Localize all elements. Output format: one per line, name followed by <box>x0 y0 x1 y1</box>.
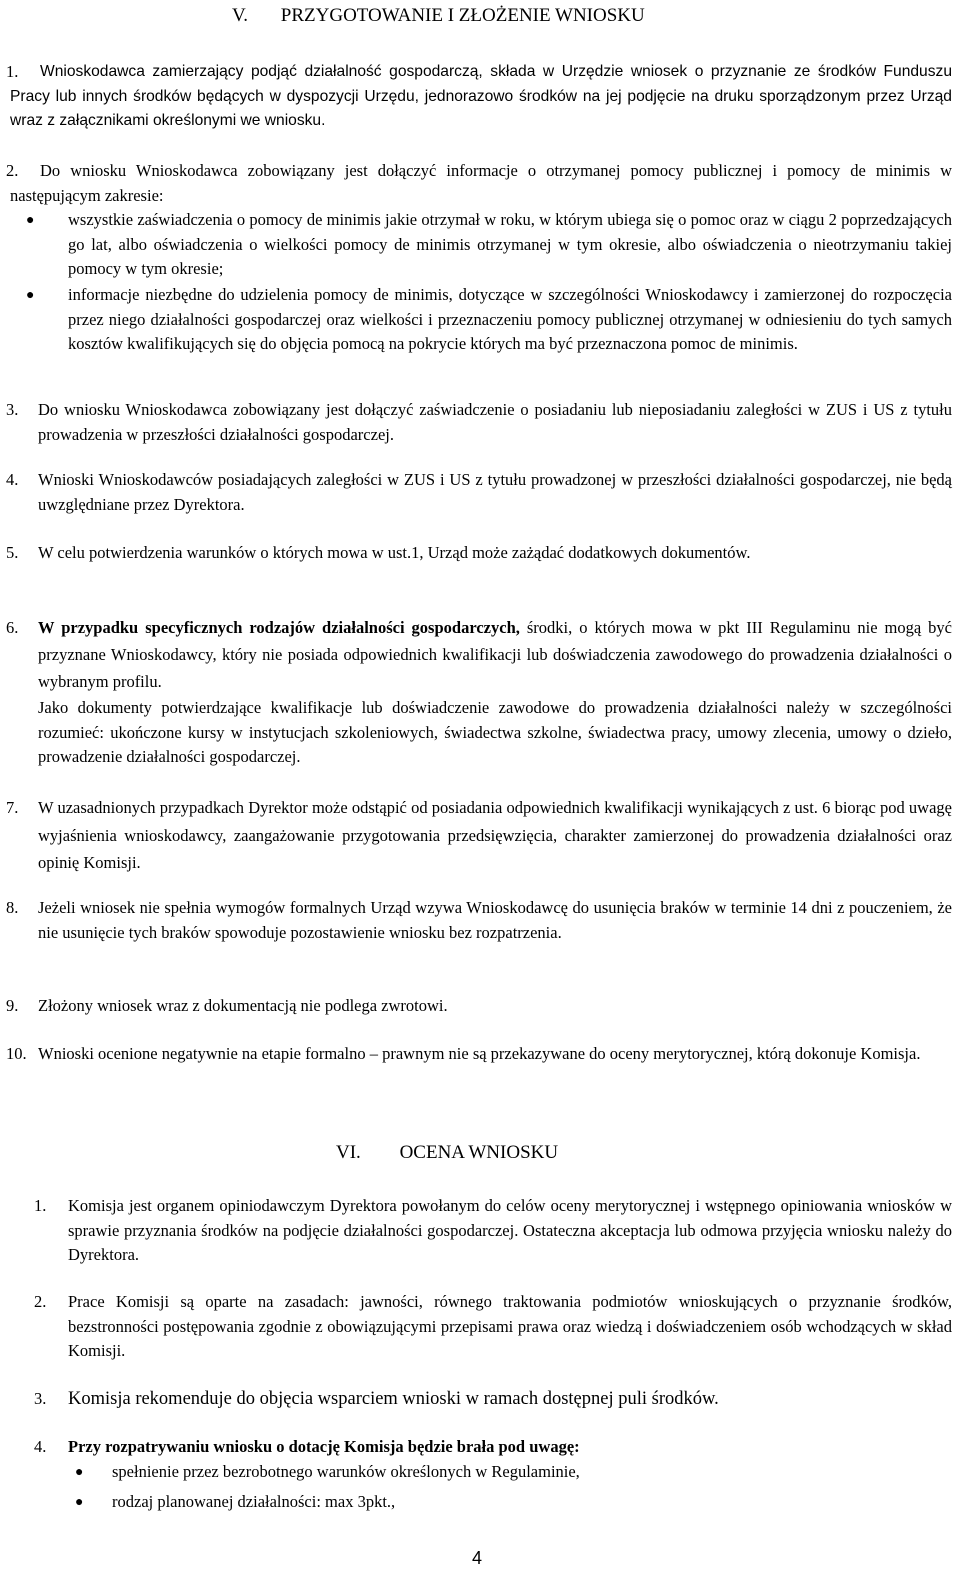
section-vi-title: OCENA WNIOSKU <box>399 1142 559 1163</box>
bullet-icon: ● <box>26 213 35 228</box>
bullet-icon: ● <box>75 1495 84 1510</box>
item-text: Do wniosku Wnioskodawca zobowiązany jest dołączyć informacje o otrzymanej pomocy publicznej i pomocy de minimis w następującym zakresie: <box>10 161 952 205</box>
page-number: 4 <box>472 1548 483 1568</box>
bullet-icon: ● <box>26 288 35 303</box>
section-v-number: V. <box>232 5 249 26</box>
item-text: W celu potwierdzenia warunków o których mowa w ust.1, Urząd może zażądać dodatkowych dokumentów. <box>38 543 751 562</box>
item-text: W uzasadnionych przypadkach Dyrektor może odstąpić od posiadania odpowiednich kwalifikacji wynikających z ust. 6 biorąc pod uwagę wyjaśnienia wnioskodawcy, zaangażowanie przygotowania przedsięwzięcia, charakter zamierzonej do prowadzenia działalności oraz opinię Komisji. <box>38 798 952 872</box>
item-text: Do wniosku Wnioskodawca zobowiązany jest dołączyć zaświadczenie o posiadaniu lub nieposiadaniu zaległości w ZUS i US z tytułu prowadzenia w przeszłości działalności gospodarczej. <box>38 400 952 444</box>
item-text: Jeżeli wniosek nie spełnia wymogów formalnych Urząd wzywa Wnioskodawcę do usunięcia braków w terminie 14 dni z pouczeniem, że nie usunięcie tych braków spowoduje pozostawienie wniosku bez rozpatrzenia. <box>38 898 952 942</box>
item-text: Wnioskodawca zamierzający podjąć działalność gospodarczą, składa w Urzędzie wniosek o przyznanie ze środków Funduszu Pracy lub innych środków będących w dyspozycji Urzędu, jednorazowo środków na jej podjęcie na druku sporządzonym przez Urząd wraz z załącznikami określonymi we wniosku. <box>10 63 952 129</box>
section-v-heading <box>232 4 645 29</box>
document-page: V. PRZYGOTOWANIE I ZŁOŻENIE WNIOSKU 1. Wnioskodawca zamierzający podjąć działalność gospodarczą, składa w Urzędzie wniosek o przyznanie ze środków Funduszu Pracy lub innych środków będących w dyspozycji Urzędu, jednorazowo środków na jej podjęcie na druku sporządzonym przez Urząd wraz z załącznikami określonymi we wniosku. 2. Do wniosku Wnioskodawca zobowiązany jest dołączyć informacje o otrzymanej pomocy publicznej i pomocy de minimis w następującym zakresie: ● wszystkie zaświadczenia o pomocy de minimis jakie otrzymał w roku, w którym ubiega się o pomoc oraz w ciągu 2 poprzedzających go lat, albo oświadczenia o wielkości pomocy de minimis otrzymanej w tym okresie, albo oświadczenia o nieotrzymaniu takiej pomocy w tym okresie; ● informacje niezbędne do udzielenia pomocy de minimis, dotyczące w szczególności Wnioskodawcy i zamierzonej do rozpoczęcia przez niego działalności gospodarczej oraz wielkości i przeznaczeniu pomocy publicznej otrzymanej w odniesieniu do tych samych kosztów kwalifikujących się do objęcia pomocą na pokrycie których ma być przeznaczona pomoc de minimis. 3. Do wniosku Wnioskodawca zobowiązany jest dołączyć zaświadczenie o posiadaniu lub nieposiadaniu zaległości w ZUS i US z tytułu prowadzenia w przeszłości działalności gospodarczej. 4. Wnioski Wnioskodawców posiadających zaległości w ZUS i US z tytułu prowadzonej w przeszłości działalności gospodarczej, nie będą uwzględniane przez Dyrektora. 5. W celu potwierdzenia warunków o których mowa w ust.1, Urząd może zażądać dodatkowych dokumentów. 6. W przypadku specyficznych rodzajów działalności gospodarczych, środki, o których mowa w pkt III Regulaminu nie mogą być przyznane Wnioskodawcy, który nie posiada odpowiednich kwalifikacji lub doświadczenia zawodowego do prowadzenia działalności o wybranym profilu. Jako dokumenty potwierdzające kwalifikacje lub doświadczenie zawodowe do prowadzenia działalności należy w szczególności rozumieć: ukończone kursy w instytucjach szkoleniowych, świadectwa szkolne, świadectwa pracy, umowy zlecenia, umowy o dzieło, prowadzenie działalności gospodarczej. 7. W uzasadnionych przypadkach Dyrektor może odstąpić od posiadania odpowiednich kwalifikacji wynikających z ust. 6 biorąc pod uwagę wyjaśnienia wnioskodawcy, zaangażowanie przygotowania przedsięwzięcia, charakter zamierzonej do prowadzenia działalności oraz opinię Komisji. 8. Jeżeli wniosek nie spełnia wymogów formalnych Urząd wzywa Wnioskodawcę do usunięcia braków w terminie 14 dni z pouczeniem, że nie usunięcie tych braków spowoduje pozostawienie wniosku bez rozpatrzenia. 9. Złożony wniosek wraz z dokumentacją nie podlega zwrotowi. 10. Wnioski ocenione negatywnie na etapie formalno – prawnym nie są przekazywane do oceny merytorycznej, którą dokonuje Komisja. VI. OCENA WNIOSKU 1. Komisja jest organem opiniodawczym Dyrektora powołanym do celów oceny merytorycznej i wstępnego opiniowania wniosków w sprawie przyznania środków na podjęcie działalności gospodarczej. Ostateczna akceptacja lub odmowa przyjęcia wniosku należy do Dyrektora. 2. Prace Komisji są oparte na zasadach: jawności, równego traktowania podmiotów wnioskujących o przyznanie środków, bezstronności postępowania zgodnie z obowiązującymi przepisami prawa oraz wiedzą i doświadczeniem osób wchodzących w skład Komisji. 3. Komisja rekomenduje do objęcia wsparciem wnioski w ramach dostępnej puli środków. 4. Przy rozpatrywaniu wniosku o dotację Komisja będzie brała pod uwagę: ● spełnienie przez bezrobotnego warunków określonych w Regulaminie, ● rodzaj planowanej działalności: max 3pkt., 4 <box>0 0 960 1572</box>
item-text: Złożony wniosek wraz z dokumentacją nie podlega zwrotowi. <box>38 996 448 1015</box>
item-text: Komisja rekomenduje do objęcia wsparciem wnioski w ramach dostępnej puli środków. <box>68 1389 719 1409</box>
item-text: Komisja jest organem opiniodawczym Dyrektora powołanym do celów oceny merytorycznej i wstępnego opiniowania wniosków w sprawie przyznania środków na podjęcie działalności gospodarczej. Ostateczna akceptacja lub odmowa przyjęcia wniosku należy do Dyrektora. <box>68 1196 952 1264</box>
item-text: Wnioski ocenione negatywnie na etapie formalno – prawnym nie są przekazywane do oceny merytorycznej, którą dokonuje Komisja. <box>38 1044 921 1063</box>
item-bold-text: W przypadku specyficznych rodzajów działalności gospodarczych, <box>38 618 520 637</box>
item-text: Prace Komisji są oparte na zasadach: jawności, równego traktowania podmiotów wnioskujących o przyznanie środków, bezstronności postępowania zgodnie z obowiązującymi przepisami prawa oraz wiedzą i doświadczeniem osób wchodzących w skład Komisji. <box>68 1292 952 1360</box>
item-text: W przypadku specyficznych rodzajów działalności gospodarczych, środki, o których mowa w pkt III Regulaminu nie mogą być przyznane Wnioskodawcy, który nie posiada odpowiednich kwalifikacji lub doświadczenia zawodowego do prowadzenia działalności o wybranym profilu. <box>38 618 952 691</box>
section-vi-heading <box>336 1141 558 1166</box>
section-vi-number: VI. <box>336 1142 361 1163</box>
section-v-title: PRZYGOTOWANIE I ZŁOŻENIE WNIOSKU <box>280 5 645 26</box>
bullet-icon: ● <box>75 1465 84 1480</box>
item-text: Wnioski Wnioskodawców posiadających zaległości w ZUS i US z tytułu prowadzonej w przeszłości działalności gospodarczej, nie będą uwzględniane przez Dyrektora. <box>38 470 952 514</box>
item-bold-text: Przy rozpatrywaniu wniosku o dotację Komisja będzie brała pod uwagę: <box>68 1437 580 1456</box>
